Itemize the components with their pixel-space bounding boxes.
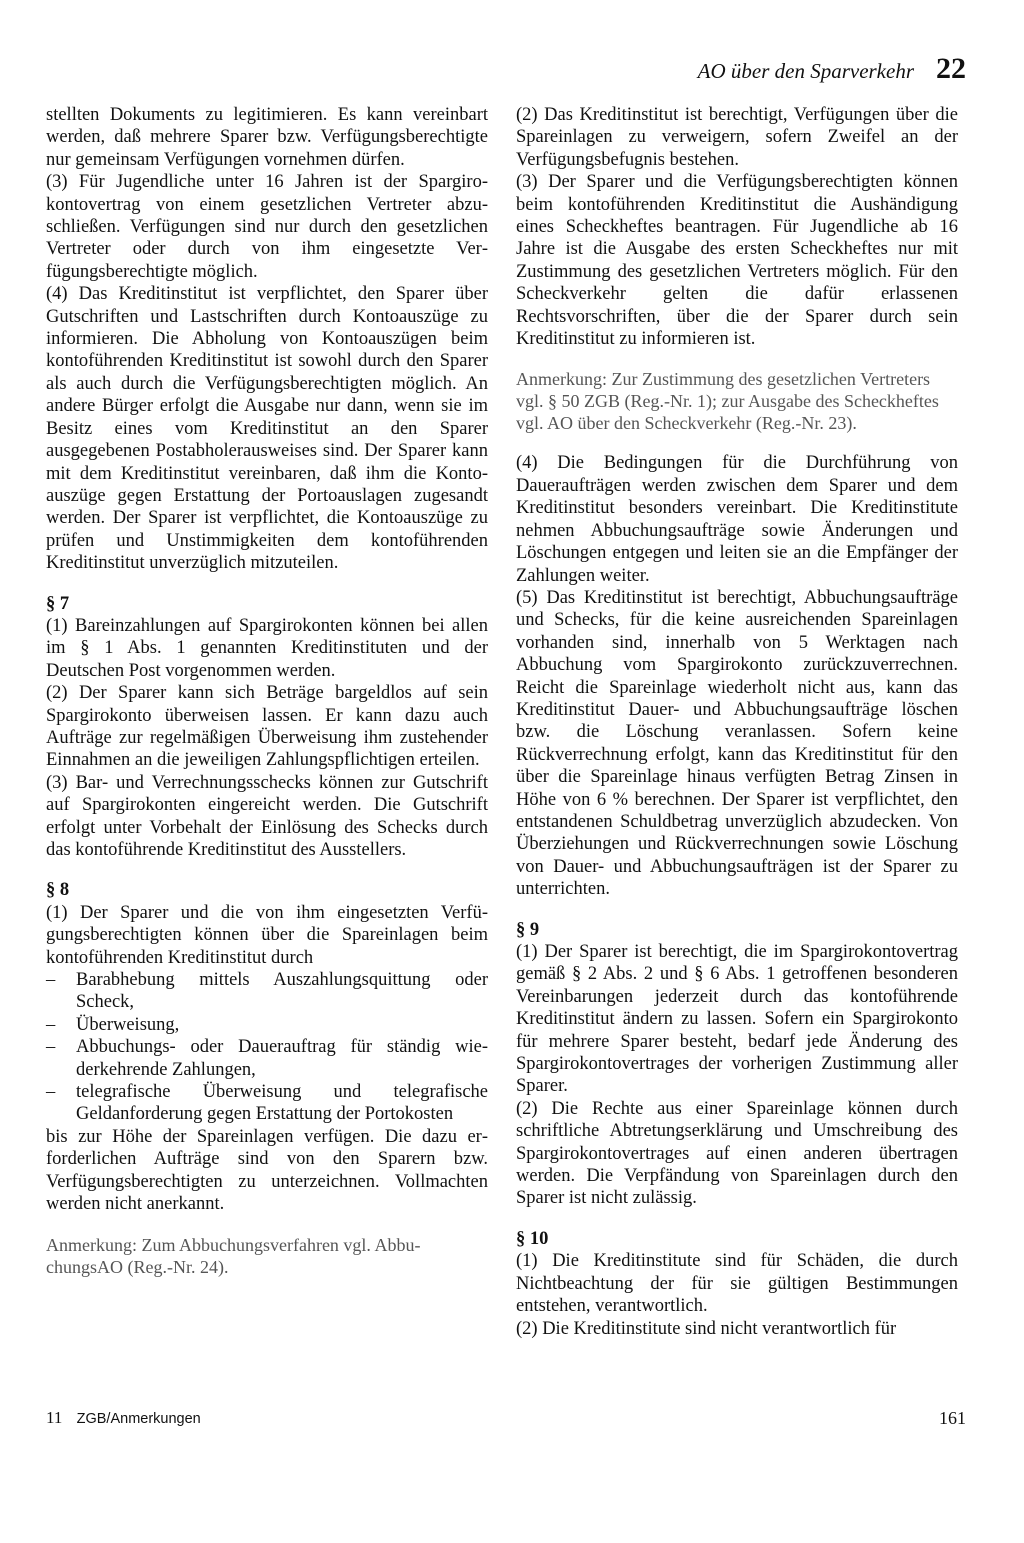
paragraph: (3) Bar- und Verrechnungsschecks können zur Gutschrift auf Spargirokonten eingereicht werden. Die Gutschrift erfolgt unter Vorbehalt der Einlösung des Schecks durch das kontoführende Kreditinstitut des Ausstellers.: [46, 772, 488, 860]
paragraph: (2) Die Rechte aus einer Spareinlage können durch schriftliche Abtretungserklärung und Umschreibung des Spargirokontovertrages auf einen anderen übertragen werden. Die Verpfändung von Spareinlagen durch den Sparer ist nicht zulässig.: [516, 1098, 958, 1209]
paragraph: (2) Der Sparer kann sich Beträge bargeldlos auf sein Spargirokonto überweisen lassen. Er kann dazu auch Aufträge zur regelmäßigen Überweisung ihm zustehender Einnahmen an die jeweiligen Zahlungspflichtigen erteilen.: [46, 683, 488, 771]
paragraph: (1) Bareinzahlungen auf Spargirokonten können bei allen im § 1 Abs. 1 genannten Kreditinstituten und der Deutschen Post vorgenommen werden.: [46, 615, 488, 681]
annotation-note: Anmerkung: Zum Abbuchungsverfahren vgl. AbbuchungsAO (Reg.-Nr. 24).: [46, 1234, 421, 1277]
left-column: [46, 104, 488, 1278]
section-heading-9: § 9: [516, 919, 540, 940]
annotation-note: Anmerkung: Zur Zustimmung des gesetzlichen Vertreters vgl. § 50 ZGB (Reg.-Nr. 1); zur Ausgabe des Scheckheftes vgl. AO über den Scheckverkehr (Reg.-Nr. 23).: [516, 369, 939, 434]
signature-mark: 11: [46, 1408, 63, 1427]
list-item: – Barabhebung mittels Auszahlungsquittung oder Scheck,: [46, 969, 488, 1014]
chapter-number: 22: [936, 52, 966, 85]
paragraph: (5) Das Kreditinstitut ist berechtigt, Abbuchungsaufträge und Schecks, für die keine ausreichenden Spareinlagen vorhanden sind, innerhalb von 5 Werktagen nach Abbuchung vom Spargirokonto zurückzuverrechnen. Reicht die Spareinlage wiederholt nicht aus, kann das Kreditinstitut Dauer- und Abbuchungsaufträge löschen bzw. die Löschung veranlassen. Sofern keine Rückverrechnung erfolgt, kann das Kreditinstitut für den über die Spareinlage hinaus verfügten Betrag Zinsen in Höhe von 6 % berechnen. Der Sparer ist verpflichtet, den entstandenen Schuldbetrag unverzüglich abzudecken. Von Überziehungen und Rückverrechnungen sowie Löschung von Dauer- und Abbuchungsaufträgen ist der Sparer zu unterrichten.: [516, 587, 958, 900]
paragraph: (2) Das Kreditinstitut ist berechtigt, Verfügungen über die Spareinlagen zu verweigern, sofern Zweifel an der Verfügungsbefugnis bestehen.: [516, 105, 958, 170]
paragraph: (4) Das Kreditinstitut ist verpflichtet, den Sparer über Gutschriften und Lastschriften durch Kontoauszüge zu informieren. Die Abholung von Kontoauszügen beim kontoführenden Kreditinstitut ist sowohl durch den Sparer als auch durch die Verfügungsberechtigten möglich. An andere Bürger erfolgt die Ausgabe nur dann, wenn sie im Besitz eines vom Kreditinstitut an den Sparer ausgegebenen Postabholerausweises sind. Der Sparer kann mit dem Kreditinstitut vereinbaren, daß ihm die Kontoauszüge gegen Erstattung der Portoauslagen zugesandt werden. Der Sparer ist verpflichtet, die Kontoauszüge zu prüfen und Unstimmigkeiten dem kontoführenden Kreditinstitut unverzüglich mitzuteilen.: [46, 284, 488, 574]
section-heading-10: § 10: [516, 1228, 549, 1249]
paragraph: (2) Die Kreditinstitute sind nicht verantwortlich für: [516, 1318, 897, 1339]
list-item: – Abbuchungs- oder Dauerauftrag für ständig wiederkehrende Zahlungen,: [46, 1036, 488, 1081]
list-item: – Überweisung,: [46, 1014, 488, 1036]
page-header: [698, 52, 966, 86]
list-item: – telegrafische Überweisung und telegrafische Geldanforderung gegen Erstattung der Portokosten: [46, 1081, 488, 1126]
paragraph: stellten Dokuments zu legitimieren. Es kann vereinbart werden, daß mehrere Sparer bzw. Verfügungsberechtigte nur gemeinsam Verfügungen vornehmen dürfen.: [46, 105, 488, 170]
source-label: ZGB/Anmerkungen: [76, 1411, 201, 1427]
paragraph: (4) Die Bedingungen für die Durchführung von Daueraufträgen werden zwischen dem Sparer und dem Kreditinstitut besonders vereinbart. Die Kreditinstitute nehmen Abbuchungsaufträge sowie Änderungen und Löschungen entgegen und leiten sie an die Empfänger der Zahlungen weiter.: [516, 453, 958, 586]
dash-list: [46, 969, 488, 1126]
section-heading-7: § 7: [46, 593, 70, 614]
paragraph: (3) Der Sparer und die Verfügungsberechtigten können beim kontoführenden Kreditinstitut die Aushändigung eines Scheckheftes beantragen. Für Jugendliche ab 16 Jahre ist die Ausgabe des ersten Scheckheftes nur mit Zustimmung des gesetzlichen Vertreters möglich. Für den Scheckverkehr gelten die dafür erlassenen Rechtsvorschriften, über die der Sparer durch sein Kreditinstitut zu informieren ist.: [516, 172, 958, 350]
paragraph: (1) Der Sparer ist berechtigt, die im Spargirokontovertrag gemäß § 2 Abs. 2 und § 6 Abs. 1 getroffenen besonderen Vereinbarungen jederzeit durch das kontoführende Kreditinstitut ändern zu lassen. Sofern ein Spargirokonto für mehrere Sparer besteht, bedarf jede Änderung des Spargirokontovertrages der vorherigen Zustimmung aller Sparer.: [516, 942, 958, 1097]
page-footer-left: [46, 1408, 201, 1428]
section-heading-8: § 8: [46, 880, 70, 901]
page-number: 161: [939, 1408, 966, 1428]
paragraph: (1) Die Kreditinstitute sind für Schäden, die durch Nichtbeachtung der für sie gültigen Bestimmungen entstehen, verantwortlich.: [516, 1251, 958, 1317]
paragraph: bis zur Höhe der Spareinlagen verfügen. Die dazu erforderlichen Aufträge sind von den Sparern bzw. Verfügungsberechtigten zu unterzeichnen. Vollmachten werden nicht anerkannt.: [46, 1126, 488, 1215]
paragraph: (1) Der Sparer und die von ihm eingesetzten Verfügungsberechtigten können über die Spareinlagen beim kontoführenden Kreditinstitut durch: [46, 902, 488, 968]
right-column: [516, 104, 958, 1340]
paragraph: (3) Für Jugendliche unter 16 Jahren ist der Spargirokontovertrag von einem gesetzlichen Vertreter abzuschließen. Verfügungen sind nur durch den gesetzlichen Vertreter oder durch von ihm eingesetzte Verfügungsberechtigte möglich.: [46, 172, 488, 282]
running-title: AO über den Sparverkehr: [697, 59, 914, 83]
